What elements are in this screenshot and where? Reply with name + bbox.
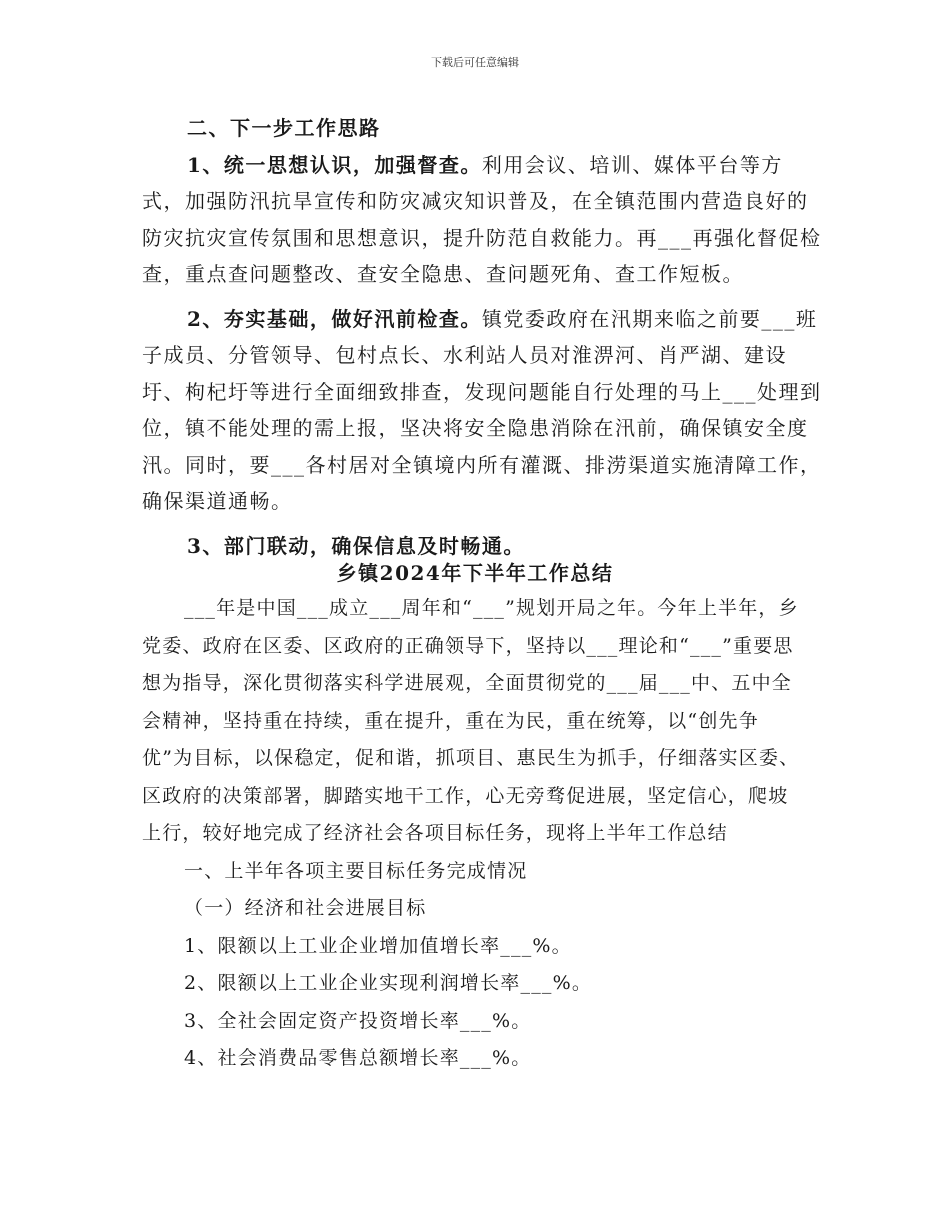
target-item: 1、限额以上工业企业增加值增长率___%。 <box>184 934 572 957</box>
section-heading: 二、下一步工作思路 <box>187 116 381 140</box>
summary-section <box>142 590 822 1078</box>
item-1-body: 利用会议、培训、媒体平台等方式，加强防汛抗旱宣传和防灾减灾知识普及，在全镇范围内营造良好的防灾抗灾宣传氛围和思想意识，提升防范自救能力。再___再强化督促检查，重点查问题整改、查安全隐患、查问题死角、查工作短板。 <box>142 152 822 286</box>
item-2-body: 镇党委政府在汛期来临之前要___班子成员、分管领导、包村点长、水利站人员对淮淠河、肖严湖、建设圩、枸杞圩等进行全面细致排查，发现问题能自行处理的马上___处理到位，镇不能处理的需上报，坚决将安全隐患消除在汛前，确保镇安全度汛。同时，要___各村居对全镇境内所有灌溉、排涝渠道实施清障工作，确保渠道通畅。 <box>142 306 822 513</box>
document-title: 乡镇2024年下半年工作总结 <box>336 561 614 585</box>
page-header: 下载后可任意编辑 <box>431 56 519 69</box>
item-1-lead: 1、统一思想认识，加强督查。 <box>187 152 482 177</box>
target-item: 2、限额以上工业企业实现利润增长率___%。 <box>184 972 593 994</box>
item-2-lead: 2、夯实基础，做好汛前检查。 <box>187 306 482 331</box>
target-item: 3、全社会固定资产投资增长率___%。 <box>184 1009 532 1032</box>
subheading-1: 一、上半年各项主要目标任务完成情况 <box>184 859 528 882</box>
paragraph-item-2 <box>142 301 822 520</box>
intro-paragraph: ___年是中国___成立___周年和“___”规划开局之年。今年上半年，乡党委、政府在区委、区政府的正确领导下，坚持以___理论和“___”重要思想为指导，深化贯彻落实科学进展观，全面贯彻党的___届___中、五中全会精神，坚持重在持续，重在提升，重在为民，重在统筹，以“创先争优”为目标，以保稳定，促和谐，抓项目、惠民生为抓手，仔细落实区委、区政府的决策部署，脚踏实地干工作，心无旁骛促进展，坚定信心，爬坡上行，较好地完成了经济社会各项目标任务，现将上半年工作总结 <box>142 597 800 844</box>
target-item: 4、社会消费品零售总额增长率___%。 <box>184 1047 532 1069</box>
subheading-2: （一）经济和社会进展目标 <box>184 897 427 919</box>
item-3-lead: 3、部门联动，确保信息及时畅通。 <box>187 533 525 558</box>
next-steps-section <box>142 110 822 564</box>
paragraph-item-1 <box>142 147 822 293</box>
